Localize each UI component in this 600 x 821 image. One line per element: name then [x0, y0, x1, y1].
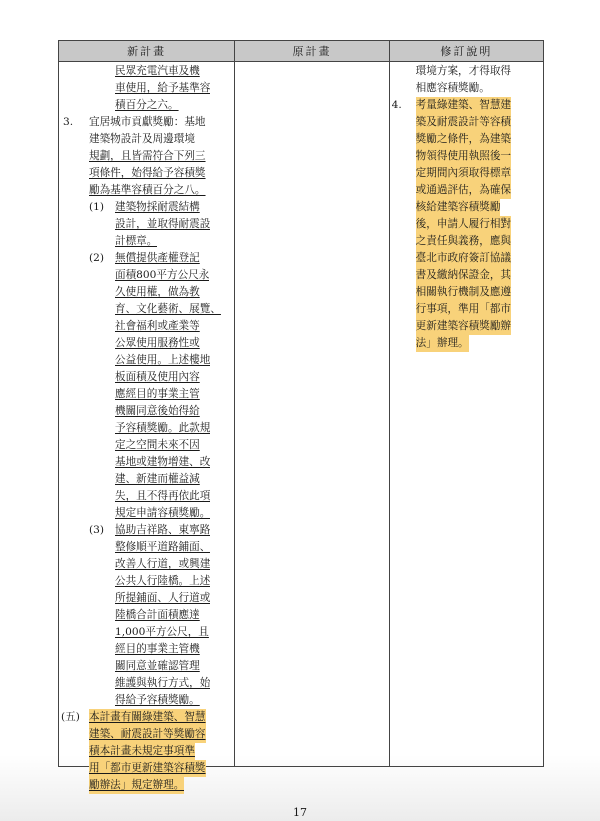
new-plan-line: 積百分之六。	[115, 99, 179, 111]
new-plan-line-highlighted: 建築、耐震設計等獎勵容	[89, 726, 206, 743]
new-plan-line: 規劃，且皆需符合下列三	[89, 150, 206, 162]
new-plan-line: 建、新建而權益減	[115, 473, 200, 485]
new-plan-line-highlighted: 積本計畫未規定事項準	[89, 743, 195, 760]
new-plan-line: 公共人行陸橋。上述	[115, 575, 211, 587]
new-plan-line: 關同意並確認管理	[115, 660, 200, 672]
section-number: (五)	[61, 711, 80, 723]
new-plan-line: 經目的事業主管機	[115, 643, 200, 655]
sub-item-number: (1)	[89, 201, 105, 213]
new-plan-line: 機關同意後始得給	[115, 405, 200, 417]
revision-line-highlighted: 或通過評估，為確保	[416, 182, 511, 199]
content-row	[59, 62, 544, 767]
new-plan-line: 所提鋪面、人行道或	[115, 592, 211, 604]
new-plan-line: 育、文化藝術、展覽、	[115, 303, 221, 315]
new-plan-line: 項條件，始得給予容積獎	[89, 167, 206, 179]
new-plan-line: 協助吉祥路、東寧路	[115, 524, 211, 536]
item-number: 4.	[391, 99, 402, 111]
new-plan-line: 予容積獎勵。此款規	[115, 422, 211, 434]
new-plan-line: 公眾使用服務性或	[115, 337, 200, 349]
sub-item-number: (2)	[89, 252, 105, 264]
revision-line-highlighted: 之責任與義務，應與	[416, 233, 511, 250]
new-plan-line-highlighted: 勵辦法」規定辦理。	[89, 777, 184, 794]
new-plan-line: 陸橋合計面積應達	[115, 609, 200, 621]
new-plan-line: 社會福利或產業等	[115, 320, 200, 332]
revision-line-highlighted: 物領得使用執照後一	[416, 148, 511, 165]
new-plan-line: 整修順平道路鋪面、	[115, 541, 211, 553]
revision-line-highlighted: 核給建築容積獎勵	[416, 199, 501, 216]
revision-line-highlighted: 定期間內須取得標章	[416, 165, 511, 182]
new-plan-line: 改善人行道，或興建	[115, 558, 211, 570]
revision-line-highlighted: 相關執行機制及應遵	[416, 284, 511, 301]
new-plan-line: 公益使用。上述樓地	[115, 354, 211, 366]
header-original-plan: 原計畫	[235, 41, 389, 62]
new-plan-line: 定之空間未來不因	[115, 439, 200, 451]
revision-line-highlighted: 法」辦理。	[416, 335, 469, 352]
new-plan-line: 宜居城市貢獻獎勵：基地	[89, 116, 206, 128]
new-plan-line: 計標章。	[115, 235, 158, 247]
new-plan-line: 得給予容積獎勵。	[115, 694, 200, 706]
original-plan-cell	[235, 62, 389, 767]
item-number: 3.	[63, 116, 74, 128]
header-new-plan: 新計畫	[59, 41, 235, 62]
new-plan-line-highlighted: 用「都市更新建築容積獎	[89, 760, 206, 777]
new-plan-line: 無償提供產權登記	[115, 252, 200, 264]
revision-line-highlighted: 獎勵之條件，為建築	[416, 131, 511, 148]
new-plan-line-highlighted: 本計畫有關綠建築、智慧	[89, 709, 206, 726]
revision-line-highlighted: 考量綠建築、智慧建	[416, 97, 511, 114]
page-number: 17	[293, 806, 307, 819]
revision-line-highlighted: 後，申請人履行相對	[416, 216, 511, 233]
new-plan-line: 建築物設計及周邊環境	[89, 133, 195, 145]
new-plan-line: 應經目的事業主管	[115, 388, 200, 400]
new-plan-cell	[59, 62, 235, 791]
new-plan-line: 勵為基準容積百分之八。	[89, 184, 206, 196]
new-plan-line: 設計，並取得耐震設	[115, 218, 211, 230]
revision-line-highlighted: 築及耐震設計等容積	[416, 114, 511, 131]
new-plan-line: 板面積及使用內容	[115, 371, 200, 383]
new-plan-line: 面積800平方公尺永	[115, 269, 210, 281]
new-plan-line: 1,000平方公尺，且	[115, 626, 209, 638]
new-plan-line: 基地或建物增建、改	[115, 456, 211, 468]
revision-line: 相應容積獎勵。	[415, 82, 490, 94]
revision-note-cell	[389, 62, 543, 767]
revision-line-highlighted: 臺北市政府簽訂協議	[416, 250, 511, 267]
new-plan-line: 維護與執行方式，始	[115, 677, 211, 689]
new-plan-line: 失，且不得再依此項	[115, 490, 211, 502]
new-plan-line: 民眾充電汽車及機	[115, 65, 200, 77]
header-row	[59, 41, 544, 62]
header-revision-note: 修訂說明	[389, 41, 543, 62]
new-plan-line: 久使用權，做為教	[115, 286, 200, 298]
new-plan-line: 建築物採耐震結構	[115, 201, 200, 213]
revision-line-highlighted: 更新建築容積獎勵辦	[416, 318, 511, 335]
new-plan-line: 車使用，給予基準容	[115, 82, 211, 94]
revision-line-highlighted: 書及繳納保證金，其	[416, 267, 511, 284]
new-plan-line: 規定申請容積獎勵。	[115, 507, 211, 519]
sub-item-number: (3)	[89, 524, 105, 536]
revision-line: 環境方案，才得取得	[415, 65, 512, 77]
revision-line-highlighted: 行事項，準用「都市	[416, 301, 511, 318]
comparison-table	[58, 40, 544, 791]
